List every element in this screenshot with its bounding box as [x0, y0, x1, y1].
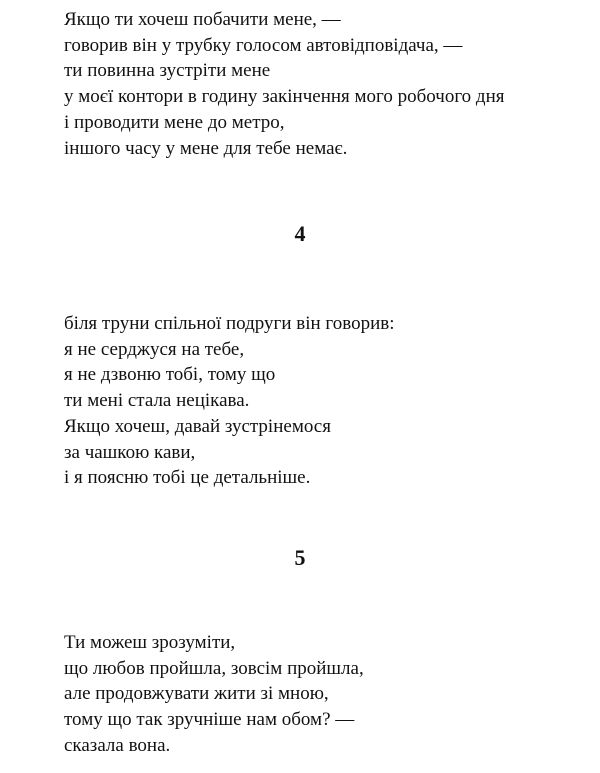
verse-line: і я поясню тобі це детальніше. [64, 467, 311, 489]
verse-line: говорив він у трубку голосом автовідповідача, — [64, 34, 463, 56]
verse-line: ти мені стала нецікава. [64, 390, 250, 412]
verse-line: Якщо хочеш, давай зустрінемося [64, 415, 331, 437]
verse-line: біля труни спільної подруги він говорив: [64, 313, 395, 334]
verse-line: іншого часу у мене для тебе немає. [64, 137, 348, 159]
verse-line: за чашкою кави, [64, 441, 196, 463]
verse-line: я не дзвоню тобі, тому що [64, 364, 276, 386]
verse-line: і проводити мене до метро, [64, 111, 285, 133]
stanza [64, 630, 584, 759]
section-number: 4 [294, 221, 306, 246]
verse-line: тому що так зручніше нам обом? — [64, 709, 355, 731]
verse-line: ти повинна зустріти мене [64, 60, 271, 82]
verse-line: сказала вона. [64, 734, 171, 756]
verse-line: що любов пройшла, зовсім пройшла, [64, 657, 364, 679]
stanza [64, 7, 584, 161]
verse-line: Якщо ти хочеш побачити мене, — [64, 9, 341, 30]
section-number: 5 [294, 545, 306, 570]
verse-line: у моєї контори в годину закінчення мого робочого дня [64, 86, 505, 108]
verse-line: я не серджуся на тебе, [64, 338, 245, 360]
stanza [64, 311, 584, 491]
verse-line: але продовжувати жити зі мною, [64, 683, 329, 705]
verse-line: Ти можеш зрозуміти, [64, 632, 236, 653]
